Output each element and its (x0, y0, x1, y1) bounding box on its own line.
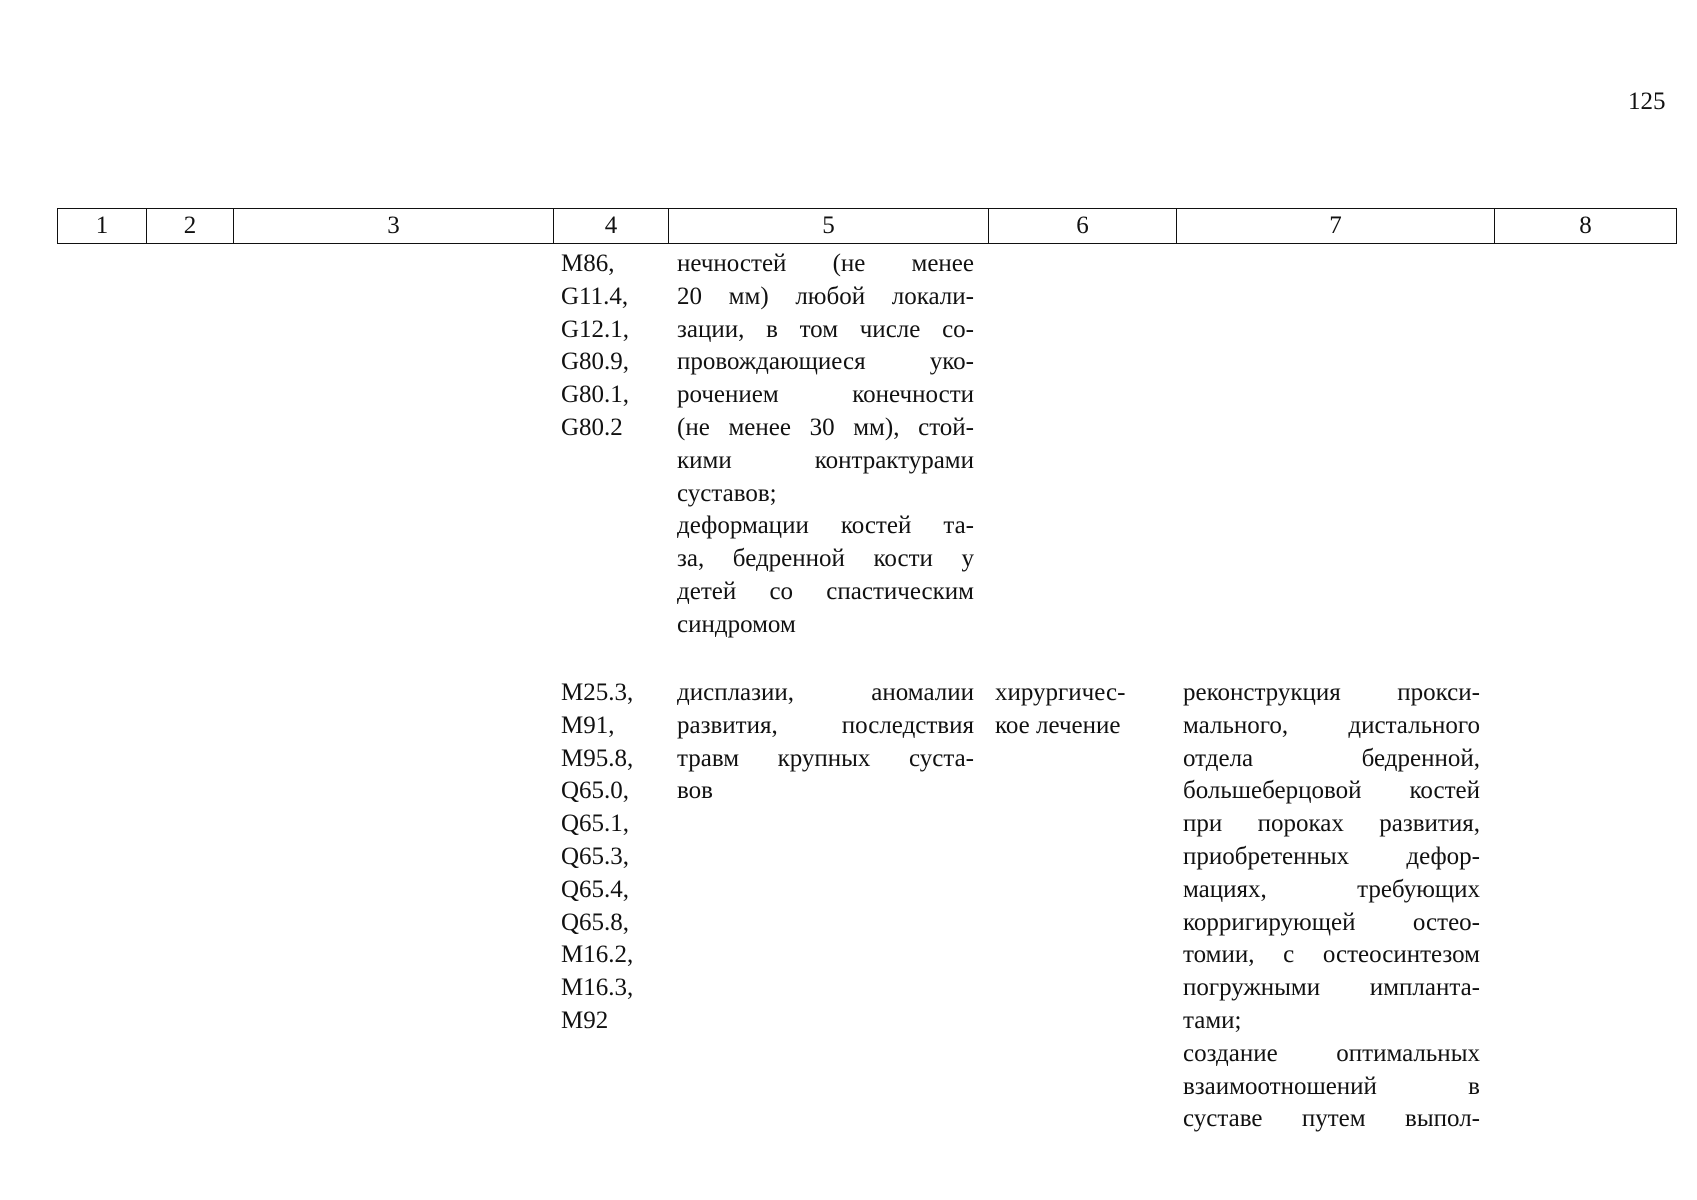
method-line: томии, с остеосинтезом (1183, 941, 1480, 969)
method-line: при пороках развития, (1183, 810, 1480, 838)
description-line: 20 мм) любой локали- (677, 282, 974, 310)
treatment-line: хирургичес- (995, 679, 1126, 706)
header-col-8: 8 (1494, 209, 1676, 243)
header-col-4: 4 (553, 209, 668, 243)
header-col-5: 5 (668, 209, 988, 243)
page-number: 125 (1628, 88, 1666, 115)
icd-code: Q65.0, (561, 777, 630, 805)
method-line: большеберцовой костей (1183, 777, 1480, 805)
icd-code: M86, (561, 250, 615, 277)
treatment-line: кое лечение (995, 711, 1121, 739)
description-line: вов (677, 777, 713, 805)
description-line: деформации костей та- (677, 512, 974, 540)
header-col-7: 7 (1176, 209, 1494, 243)
row1-codes-column (561, 248, 671, 445)
description-line: травм крупных суста- (677, 744, 974, 772)
icd-code: G80.2 (561, 413, 623, 441)
description-line: рочением конечности (677, 381, 974, 409)
row2-description-column (677, 677, 974, 808)
method-line: тами; (1183, 1006, 1242, 1034)
header-col-3: 3 (233, 209, 553, 243)
icd-code: M25.3, (561, 679, 634, 706)
row2-codes-column (561, 677, 671, 1038)
method-line: корригирующей остео- (1183, 908, 1480, 936)
icd-code: M16.3, (561, 974, 634, 1002)
method-line: суставе путем выпол- (1183, 1105, 1480, 1133)
description-line: дисплазии, аномалии (677, 679, 974, 706)
icd-code: Q65.8, (561, 908, 630, 936)
header-col-2: 2 (146, 209, 233, 243)
row2-treatment-column (995, 677, 1170, 743)
description-line: детей со спастическим (677, 577, 974, 605)
description-line: (не менее 30 мм), стой- (677, 413, 974, 441)
description-line: за, бедренной кости у (677, 545, 974, 573)
description-line: зации, в том числе со- (677, 315, 974, 343)
method-line: реконструкция прокси- (1183, 679, 1480, 706)
header-col-1: 1 (95, 212, 109, 239)
method-line: приобретенных дефор- (1183, 842, 1480, 870)
row1-description-column (677, 248, 974, 642)
method-line: мациях, требующих (1183, 875, 1480, 903)
description-line: кими контрактурами (677, 446, 974, 474)
description-line: развития, последствия (677, 711, 974, 739)
method-line: отдела бедренной, (1183, 744, 1480, 772)
description-line: суставов; (677, 479, 777, 507)
description-line: нечностей (не менее (677, 250, 974, 277)
icd-code: G80.9, (561, 348, 630, 376)
icd-code: G12.1, (561, 315, 630, 343)
icd-code: Q65.4, (561, 875, 630, 903)
method-line: мального, дистального (1183, 711, 1480, 739)
icd-code: M95.8, (561, 744, 634, 772)
icd-code: M91, (561, 711, 615, 739)
icd-code: G80.1, (561, 381, 630, 409)
row2-method-column (1183, 677, 1480, 1136)
icd-code: M92 (561, 1006, 609, 1034)
icd-code: Q65.1, (561, 810, 630, 838)
table-header-row (57, 208, 1677, 244)
method-line: погружными импланта- (1183, 974, 1480, 1002)
icd-code: M16.2, (561, 941, 634, 969)
method-line: создание оптимальных (1183, 1039, 1480, 1067)
method-line: взаимоотношений в (1183, 1072, 1480, 1100)
icd-code: G11.4, (561, 282, 629, 310)
description-line: синдромом (677, 610, 796, 638)
description-line: провождающиеся уко- (677, 348, 974, 376)
icd-code: Q65.3, (561, 842, 630, 870)
header-col-6: 6 (988, 209, 1176, 243)
